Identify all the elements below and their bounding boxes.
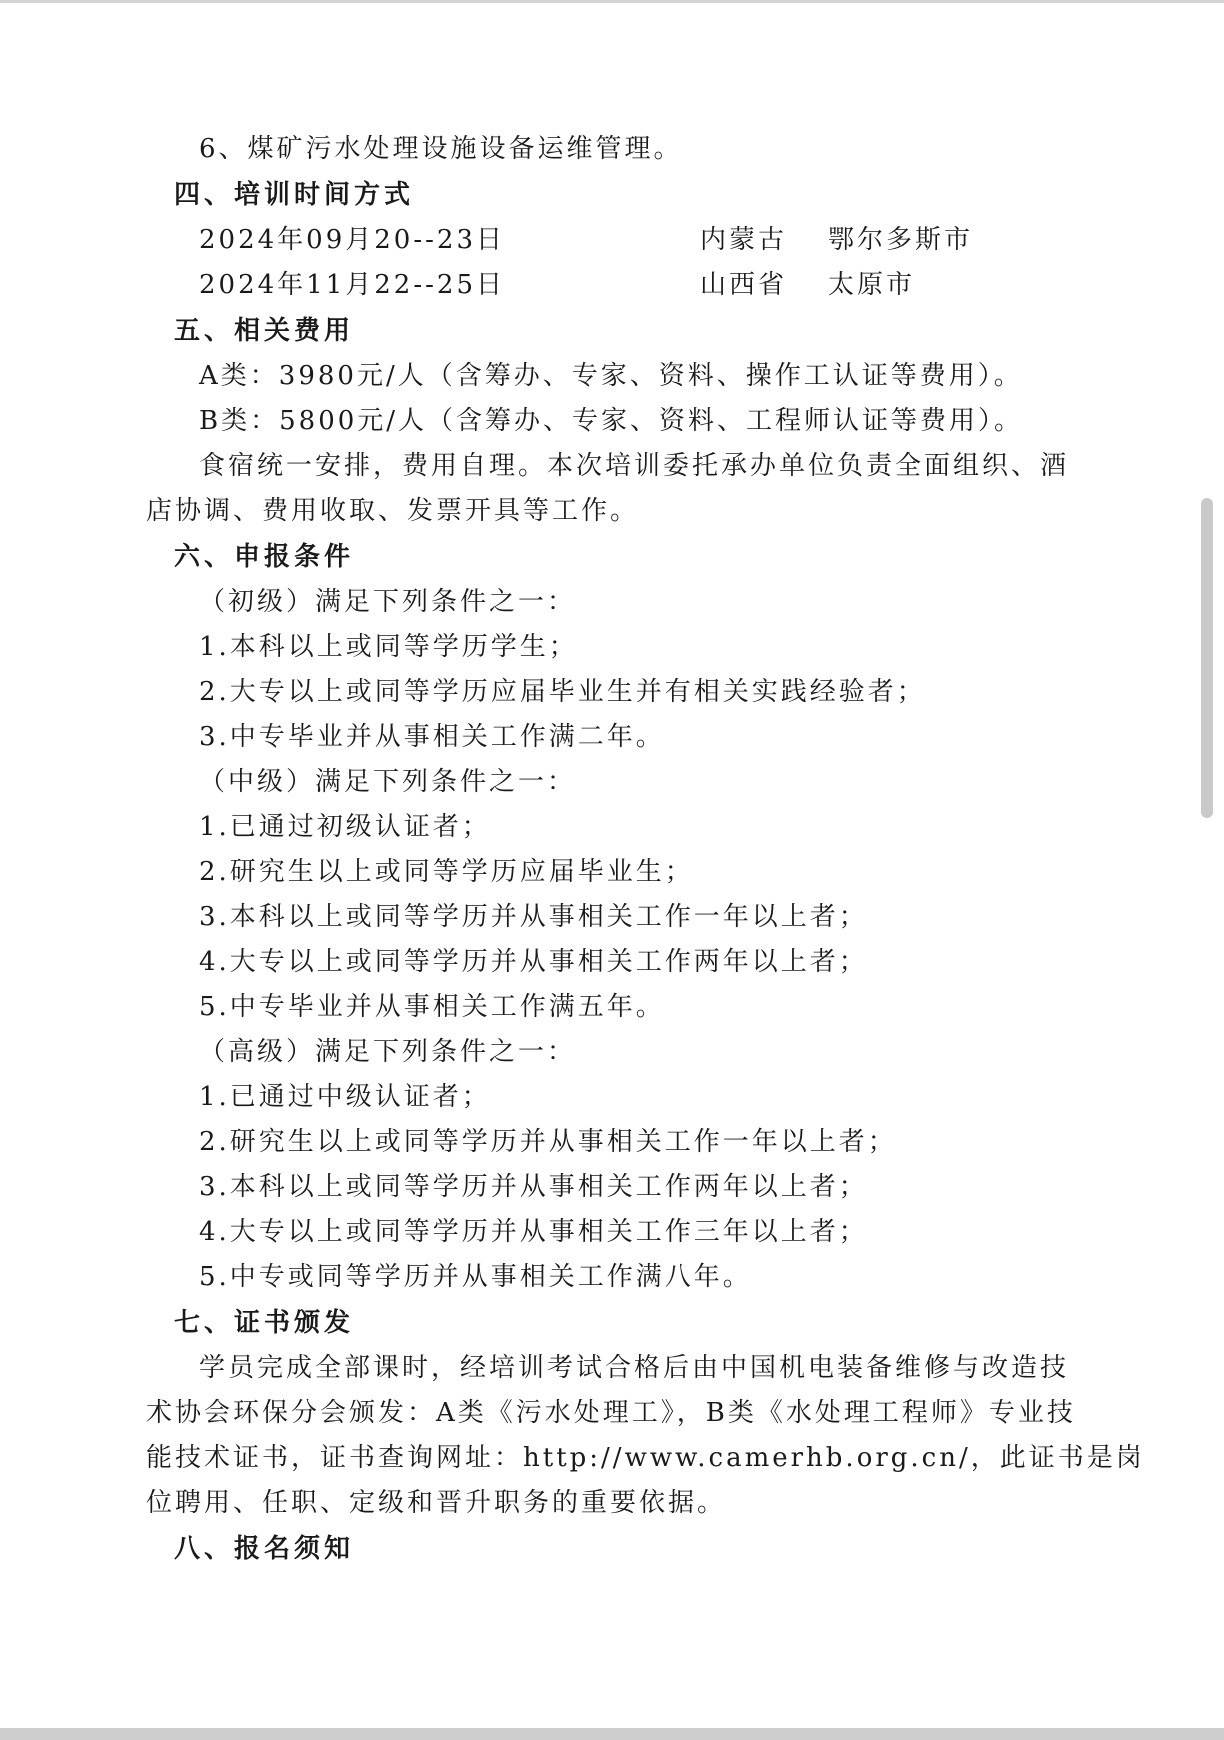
- section-heading-certificate: 七、证书颁发: [174, 1308, 355, 1338]
- certificate-text-line-3: 能技术证书，证书查询网址：http://www.camerhb.org.cn/，此证书是岗: [146, 1443, 1145, 1473]
- certificate-text-line-2: 术协会环保分会颁发：A类《污水处理工》，B类《水处理工程师》专业技: [146, 1398, 1076, 1428]
- level-senior-heading: （高级）满足下列条件之一：: [199, 1037, 577, 1067]
- list-item: 3.中专毕业并从事相关工作满二年。: [199, 722, 665, 752]
- section-heading-fees: 五、相关费用: [174, 316, 355, 346]
- fee-note-line-2: 店协调、费用收取、发票开具等工作。: [146, 496, 640, 526]
- bottom-border: [0, 1728, 1224, 1740]
- schedule-province-1: 内蒙古: [700, 225, 788, 255]
- list-item: 2.研究生以上或同等学历应届毕业生；: [199, 857, 694, 887]
- fee-class-b: B类：5800元/人（含筹办、专家、资料、工程师认证等费用）。: [199, 406, 1024, 436]
- list-item: 3.本科以上或同等学历并从事相关工作两年以上者；: [199, 1172, 868, 1202]
- certificate-text-line-1: 学员完成全部课时，经培训考试合格后由中国机电装备维修与改造技: [199, 1353, 1070, 1383]
- list-item: 5.中专或同等学历并从事相关工作满八年。: [199, 1262, 752, 1292]
- schedule-date-2: 2024年11月22--25日: [199, 270, 505, 300]
- list-item: 5.中专毕业并从事相关工作满五年。: [199, 992, 665, 1022]
- top-border: [0, 0, 1224, 3]
- list-item: 2.研究生以上或同等学历并从事相关工作一年以上者；: [199, 1127, 897, 1157]
- list-item: 4.大专以上或同等学历并从事相关工作两年以上者；: [199, 947, 868, 977]
- list-item: 3.本科以上或同等学历并从事相关工作一年以上者；: [199, 902, 868, 932]
- list-item: 1.已通过中级认证者；: [199, 1082, 491, 1112]
- level-intermediate-heading: （中级）满足下列条件之一：: [199, 767, 577, 797]
- schedule-date-1: 2024年09月20--23日: [199, 225, 505, 255]
- list-item: 1.已通过初级认证者；: [199, 812, 491, 842]
- schedule-province-2: 山西省: [700, 270, 788, 300]
- training-item-6: 6、煤矿污水处理设施设备运维管理。: [199, 134, 683, 164]
- list-item: 2.大专以上或同等学历应届毕业生并有相关实践经验者；: [199, 677, 926, 707]
- scrollbar-thumb[interactable]: [1201, 498, 1213, 818]
- list-item: 4.大专以上或同等学历并从事相关工作三年以上者；: [199, 1217, 868, 1247]
- schedule-city-2: 太原市: [828, 270, 916, 300]
- certificate-text-line-4: 位聘用、任职、定级和晋升职务的重要依据。: [146, 1488, 727, 1518]
- schedule-city-1: 鄂尔多斯市: [828, 225, 974, 255]
- section-heading-schedule: 四、培训时间方式: [174, 180, 415, 210]
- section-heading-registration: 八、报名须知: [174, 1534, 355, 1564]
- level-junior-heading: （初级）满足下列条件之一：: [199, 587, 577, 617]
- list-item: 1.本科以上或同等学历学生；: [199, 632, 578, 662]
- section-heading-requirements: 六、申报条件: [174, 542, 355, 572]
- fee-class-a: A类：3980元/人（含筹办、专家、资料、操作工认证等费用）。: [199, 361, 1023, 391]
- fee-note-line-1: 食宿统一安排，费用自理。本次培训委托承办单位负责全面组织、酒: [199, 451, 1070, 481]
